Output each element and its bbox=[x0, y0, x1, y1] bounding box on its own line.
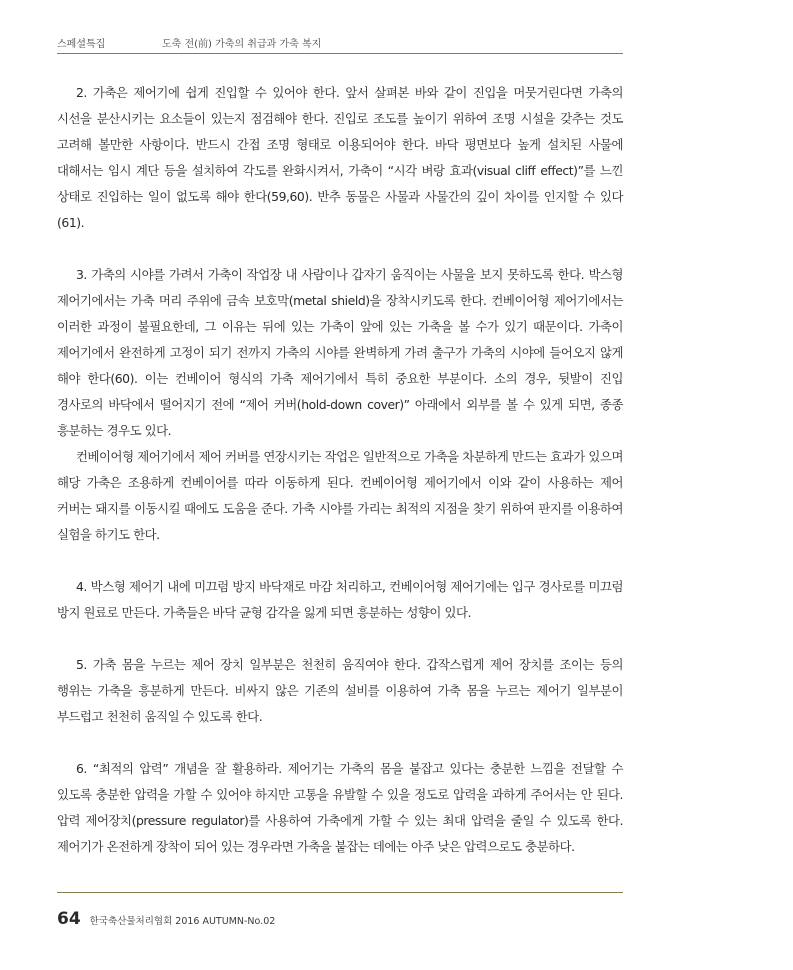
footer-rule bbox=[57, 892, 623, 893]
paragraph-item-2: 2. 가축은 제어기에 쉽게 진입할 수 있어야 한다. 앞서 살펴본 바와 같이 진입을 머뭇거린다면 가축의 시선을 분산시키는 요소들이 있는지 점검해야 한다. 진입로 조도를 높이기 위하여 조명 시설을 갖추는 것도 고려해 볼만한 사항이다. 반드시 간접 조명 형태로 이용되어야 한다. 바닥 평면보다 높게 설치된 사물에 대해서는 임시 계단 등을 설치하여 각도를 완화시켜서, 가축이 “시각 벼랑 효과(visual cliff effect)”를 느낀 상태로 진입하는 일이 없도록 해야 한다(59,60). 반추 동물은 사물과 사물간의 깊이 차이를 인지할 수 있다(61). bbox=[57, 85, 623, 230]
paragraph-item-6: 6. “최적의 압력” 개념을 잘 활용하라. 제어기는 가축의 몸을 붙잡고 있다는 충분한 느낌을 전달할 수 있도록 충분한 압력을 가할 수 있어야 하지만 고통을 유발할 수 있을 정도로 압력을 과하게 주어서는 안 된다. 압력 제어장치(pressure regulator)를 사용하여 가축에게 가할 수 있는 최대 압력을 줄일 수 있도록 한다. 제어기가 온전하게 장착이 되어 있는 경우라면 가축을 붙잡는 데에는 아주 낮은 압력으로도 충분하다. bbox=[57, 761, 623, 854]
paragraph-gap bbox=[57, 548, 623, 574]
paragraph-gap bbox=[57, 730, 623, 756]
publication-info: 한국축산물처리협회 2016 AUTUMN-No.02 bbox=[89, 916, 276, 927]
paragraph-item-3-continued: 컨베이어형 제어기에서 제어 커버를 연장시키는 작업은 일반적으로 가축을 차분하게 만드는 효과가 있으며 해당 가축은 조용하게 컨베이어를 따라 이동하게 된다. 컨베이어형 제어기에서 이와 같이 사용하는 제어 커버는 돼지를 이동시킬 때에도 도움을 준다. 가축 시야를 가리는 최적의 지점을 찾기 위하여 판지를 이용하여 실험을 하기도 한다. bbox=[57, 449, 623, 542]
section-label: 스페셜특집 bbox=[57, 39, 106, 50]
page-number: 64 bbox=[57, 909, 81, 929]
paragraph-item-5: 5. 가축 몸을 누르는 제어 장치 일부분은 천천히 움직여야 한다. 갑작스럽게 제어 장치를 조이는 등의 행위는 가축을 흥분하게 만든다. 비싸지 않은 기존의 설비를 이용하여 가축 몸을 누르는 제어기 일부분이 부드럽고 천천히 움직일 수 있도록 한다. bbox=[57, 657, 623, 724]
paragraph-gap bbox=[57, 626, 623, 652]
page-footer bbox=[57, 909, 275, 933]
article-body bbox=[57, 80, 623, 860]
paragraph-gap bbox=[57, 236, 623, 262]
page-header bbox=[57, 33, 623, 51]
paragraph-item-3: 3. 가축의 시야를 가려서 가축이 작업장 내 사람이나 갑자기 움직이는 사물을 보지 못하도록 한다. 박스형 제어기에서는 가축 머리 주위에 금속 보호막(metal shield)을 장착시키도록 한다. 컨베이어형 제어기에서는 이러한 과정이 불필요한데, 그 이유는 뒤에 있는 가축이 앞에 있는 가축을 볼 수가 있기 때문이다. 가축이 제어기에서 완전하게 고정이 되기 전까지 가축의 시야를 완벽하게 가려 출구가 가축의 시야에 들어오지 않게 해야 한다(60). 이는 컨베이어 형식의 가축 제어기에서 특히 중요한 부분이다. 소의 경우, 뒷발이 진입 경사로의 바닥에서 떨어지기 전에 “제어 커버(hold-down cover)” 아래에서 외부를 볼 수 있게 되면, 종종 흥분하는 경우도 있다. bbox=[57, 267, 623, 438]
paragraph-item-4: 4. 박스형 제어기 내에 미끄럼 방지 바닥재로 마감 처리하고, 컨베이어형 제어기에는 입구 경사로를 미끄럼 방지 원료로 만든다. 가축들은 바닥 균형 감각을 잃게 되면 흥분하는 성향이 있다. bbox=[57, 579, 623, 620]
running-title: 도축 전(前) 가축의 취급과 가축 복지 bbox=[162, 39, 322, 50]
header-rule bbox=[57, 53, 623, 54]
